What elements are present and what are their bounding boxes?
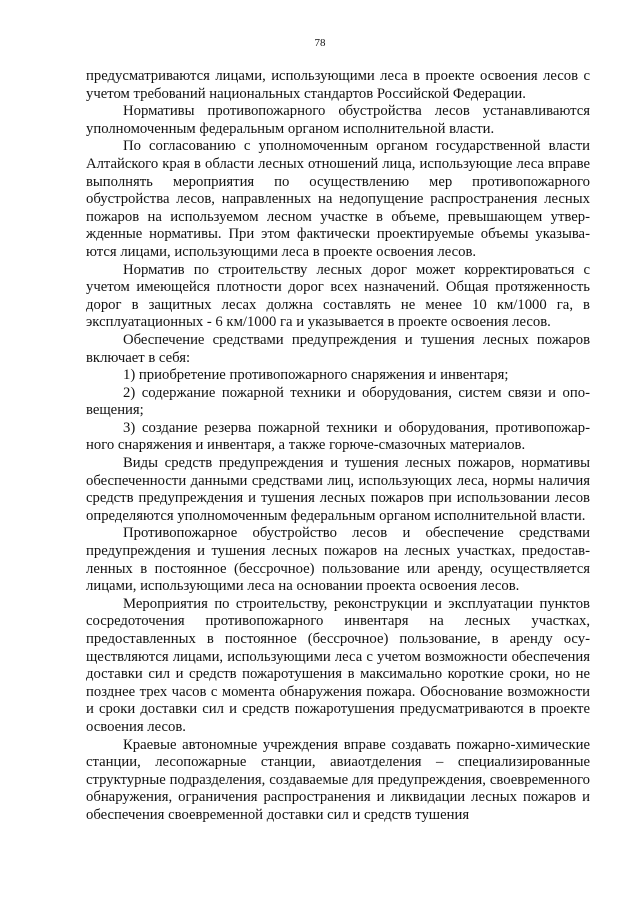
paragraph-fire-prevention-measures: По согласованию с уполномоченным органом государственной власти Алтайского края в области лесных отношений лица, использующие леса вправе выполнять мероприятия по осуществлению мер противопожарного обустройства лесов, направленных на недопущение распространения лесных пожаров на используемом лесном участке в объеме, превышающем утвержденные нормативы. При этом фактически проектируемые объемы указываются лицами, использующими леса в проекте освоения лесов.	[86, 138, 590, 260]
paragraph-means-types: Виды средств предупреждения и тушения лесных пожаров, нормативы обеспеченности данными средствами лиц, использующих леса, нормы наличия средств предупреждения и тушения лесных пожаров при использовании лесов определяются уполномоченным федеральным органом исполнительной власти.	[86, 455, 590, 524]
document-body	[86, 68, 590, 825]
page-number: 78	[314, 37, 326, 49]
paragraph-forest-roads: Норматив по строительству лесных дорог может корректироваться с учетом имеющейся плотности дорог всех назначений. Общая протяженность дорог в защитных лесах должна составлять не менее 10 км/1000 га, в эксплуатационных - 6 км/1000 га и указывается в проекте освоения лесов.	[86, 261, 590, 331]
list-item-2: 2) содержание пожарной техники и оборудования, систем связи и оповещения;	[86, 384, 590, 419]
list-item-1: 1) приобретение противопожарного снаряжения и инвентаря;	[123, 367, 509, 384]
paragraph-fire-arrangement: Противопожарное обустройство лесов и обеспечение средствами предупреждения и тушения лесных пожаров на лесных участках, предоставленных в постоянное (бессрочное) пользование или аренду, осуществляется лицами, использующими леса на основании проекта освоения лесов.	[86, 525, 590, 595]
paragraph-equipment-intro: Обеспечение средствами предупреждения и тушения лесных пожаров включает в себя:	[86, 331, 590, 366]
list-item-3: 3) создание резерва пожарной техники и оборудования, противопожарного снаряжения и инвентаря, а также горюче-смазочных материалов.	[86, 419, 590, 454]
paragraph-norms-authority: Нормативы противопожарного обустройства лесов устанавливаются уполномоченным федеральным органом исполнительной власти.	[86, 103, 590, 137]
paragraph-regional-institutions: Краевые автономные учреждения вправе создавать пожарно-химические станции, лесопожарные станции, авиаотделения – специализированные структурные подразделения, создаваемые для предупреждения, своевременного обнаружения, ограничения распространения и ликвидации лесных пожаров и обеспечения своевременной доставки сил и средств тушения	[86, 736, 590, 823]
paragraph-inventory-points: Мероприятия по строительству, реконструкции и эксплуатации пунктов сосредоточения противопожарного инвентаря на лесных участках, предоставленных в постоянное (бессрочное) пользование, в аренду осуществляются лицами, использующими леса с учетом возможности обеспечения доставки сил и средств пожаротушения в максимально короткие сроки, но не позднее трех часов с момента обнаружения пожара. Обоснование возможности и сроки доставки сил и средств пожаротушения предусматриваются в проекте освоения лесов.	[86, 595, 590, 735]
paragraph-continuation: предусматриваются лицами, использующими леса в проекте освоения лесов с учетом требований национальных стандартов Российской Федерации.	[86, 68, 590, 102]
